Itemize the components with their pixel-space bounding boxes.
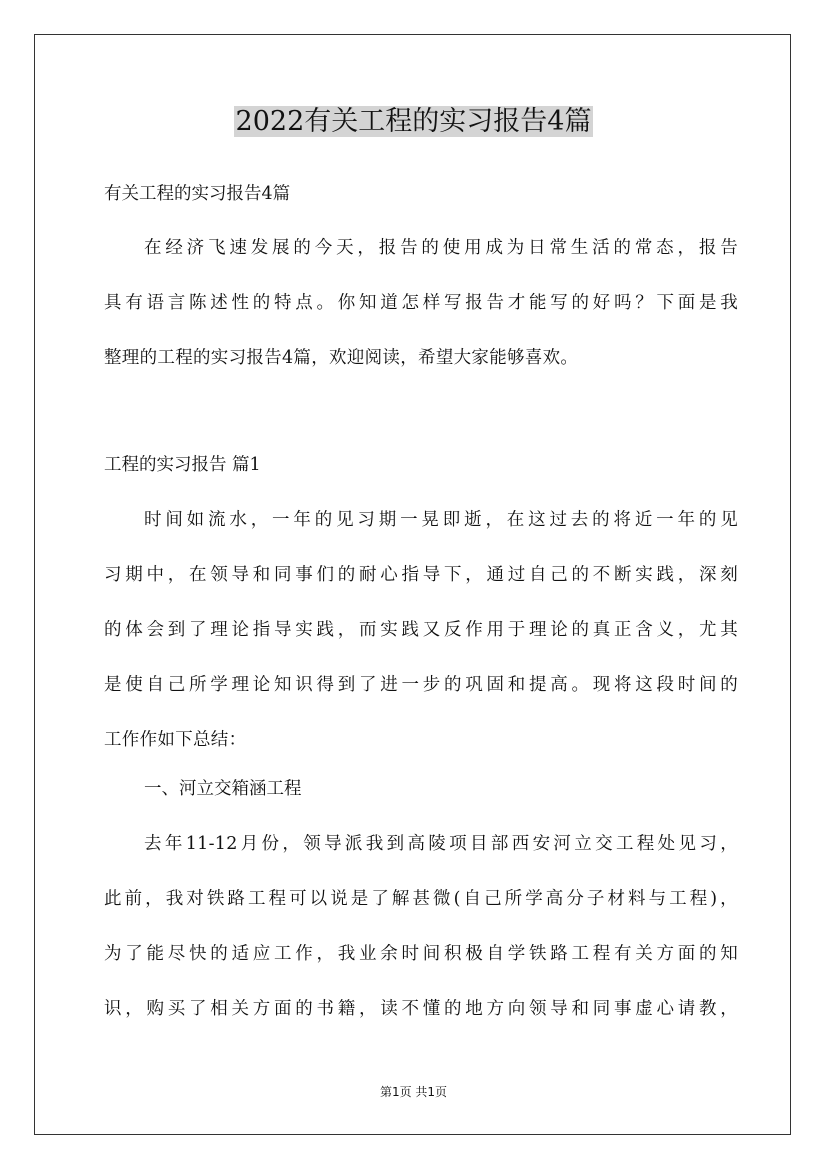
paragraph-line: 习期中，在领导和同事们的耐心指导下，通过自己的不断实践，深刻 [104,565,738,585]
paragraph-line: 的体会到了理论指导实践，而实践又反作用于理论的真正含义，尤其 [104,620,738,640]
paragraph-line: 是使自己所学理论知识得到了进一步的巩固和提高。现将这段时间的 [104,675,738,695]
document-subtitle: 有关工程的实习报告4篇 [104,184,291,204]
intro-line: 整理的工程的实习报告4篇，欢迎阅读，希望大家能够喜欢。 [104,348,579,368]
intro-line: 具有语言陈述性的特点。你知道怎样写报告才能写的好吗？下面是我 [104,293,738,313]
paragraph-line: 识，购买了相关方面的书籍，读不懂的地方向领导和同事虚心请教， [104,999,738,1019]
paragraph-line: 此前，我对铁路工程可以说是了解甚微(自己所学高分子材料与工程)， [104,889,738,909]
paragraph-line: 为了能尽快的适应工作，我业余时间积极自学铁路工程有关方面的知 [104,944,738,964]
section-heading: 工程的实习报告 篇1 [104,455,261,475]
paragraph-line: 去年11-12月份，领导派我到高陵项目部西安河立交工程处见习， [144,834,738,854]
page-footer: 第1页 共1页 [379,1085,448,1099]
section1-paragraph1 [104,508,738,783]
section1-paragraph2 [104,832,738,1052]
intro-line: 在经济飞速发展的今天，报告的使用成为日常生活的常态，报告 [144,238,738,258]
document-title-text: 2022有关工程的实习报告4篇 [235,106,592,137]
paragraph-line: 时间如流水，一年的见习期一晃即逝，在这过去的将近一年的见 [144,510,738,530]
document-title [0,102,827,142]
intro-paragraph [104,236,738,401]
paragraph-line: 工作作如下总结： [104,730,247,750]
subsection-heading: 一、河立交箱涵工程 [144,779,302,799]
